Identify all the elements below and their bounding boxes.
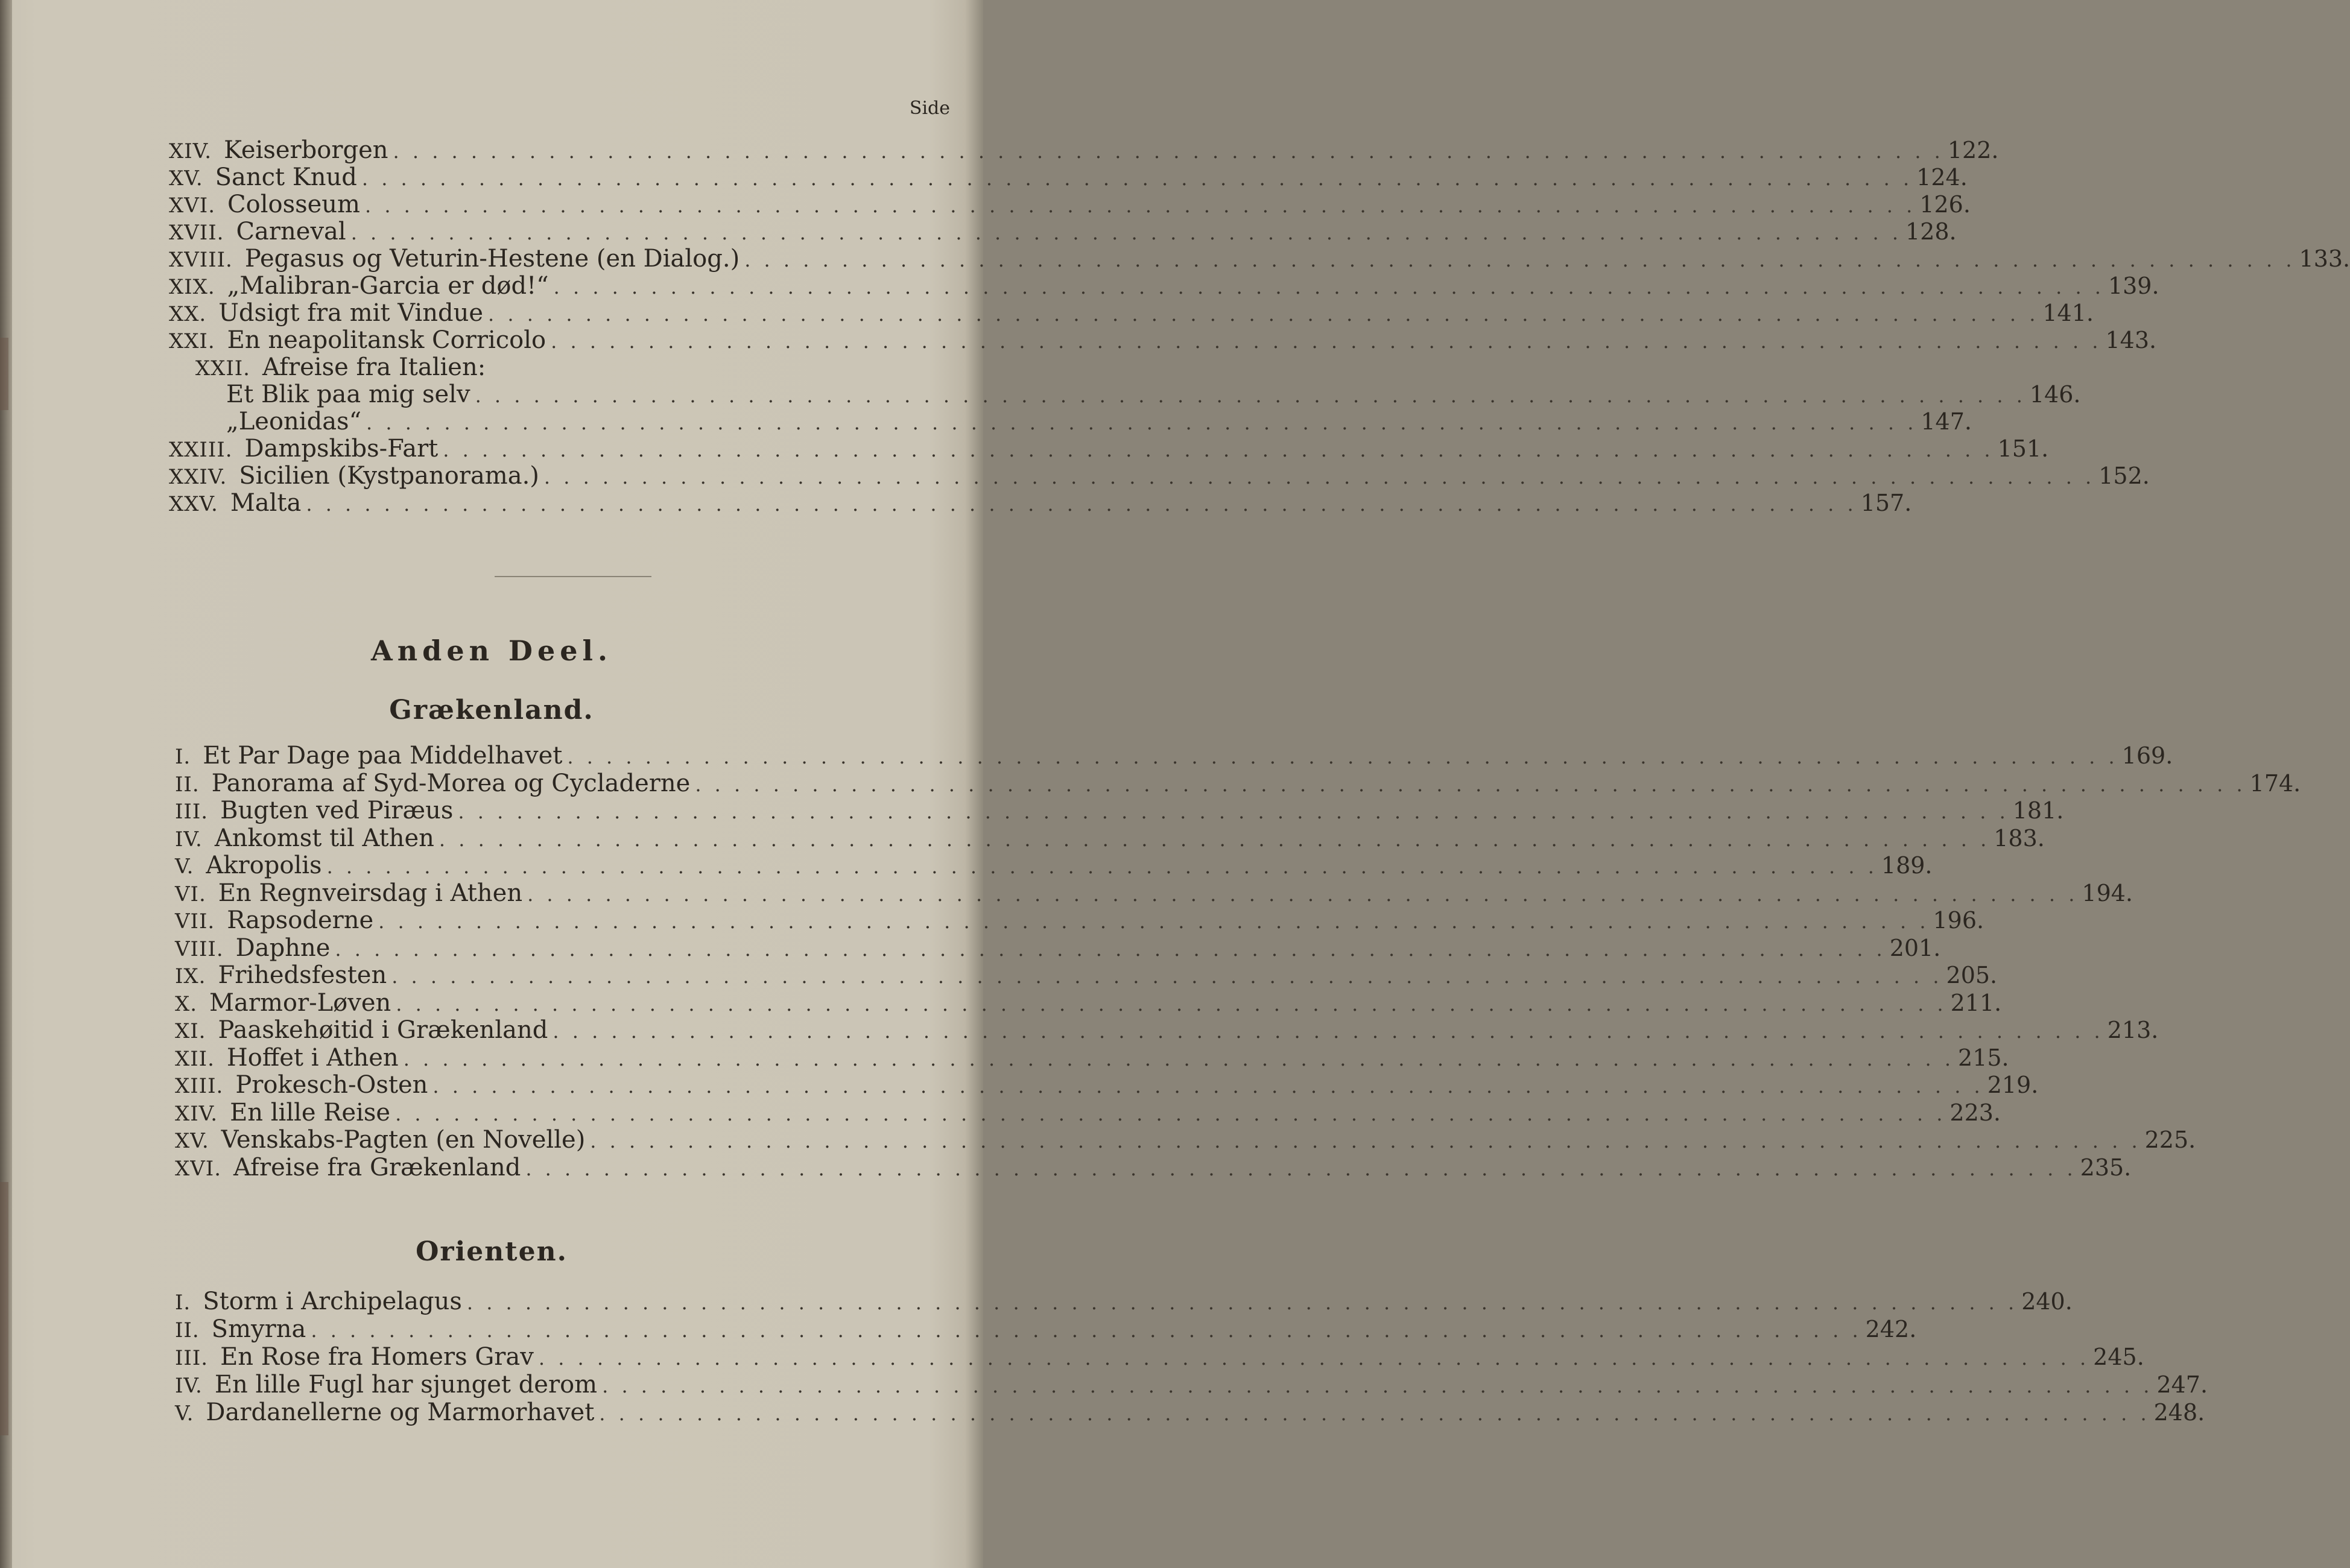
entry-page-number: 201. <box>1889 934 1941 961</box>
entry-title: Malta <box>230 489 302 517</box>
entry-number: III. <box>175 1346 209 1370</box>
entry-number: XVI. <box>175 1156 221 1181</box>
toc-entry <box>175 742 2173 771</box>
toc-entry <box>169 299 2094 328</box>
dot-leader: . . . . . . . . . . . . . . . . . . . . . . . . . . . . . . . . . . . . . . . . . . . . . . . . . . . . . . . . . . . . . . . . . . . . . . . . . . . . . . . . <box>396 992 1947 1016</box>
entry-title: En Regnveirsdag i Athen <box>218 879 523 907</box>
dot-leader: . . . . . . . . . . . . . . . . . . . . . . . . . . . . . . . . . . . . . . . . . . . . . . . . . . . . . . . . . . . . . . . . . . . . . . . . . . . . . . . . <box>590 1130 2141 1152</box>
dot-leader: . . . . . . . . . . . . . . . . . . . . . . . . . . . . . . . . . . . . . . . . . . . . . . . . . . . . . . . . . . . . . . . . . . . . . . . . . . . . . . . . <box>350 221 1902 244</box>
entry-number: X. <box>175 991 198 1016</box>
entry-number: VI. <box>175 882 206 906</box>
toc-entry <box>175 1371 2208 1400</box>
entry-title: Storm i Archipelagus <box>203 1288 462 1315</box>
entry-title: „Malibran-Garcia er død!“ <box>227 272 549 300</box>
entry-title: Frihedsfesten <box>218 961 387 989</box>
dot-leader: . . . . . . . . . . . . . . . . . . . . . . . . . . . . . . . . . . . . . . . . . . . . . . . . . . . . . . . . . . . . . . . . . . . . . . . . . . . . . . . . <box>378 910 1930 933</box>
dot-leader: . . . . . . . . . . . . . . . . . . . . . . . . . . . . . . . . . . . . . . . . . . . . . . . . . . . . . . . . . . . . . . . . . . . . . . . . . . . . . . . . <box>599 1402 2150 1425</box>
dot-leader: . . . . . . . . . . . . . . . . . . . . . . . . . . . . . . . . . . . . . . . . . . . . . . . . . . . . . . . . . . . . . . . . . . . . . . . . . . . . . . . . <box>432 1075 1984 1098</box>
entry-title: „Leonidas“ <box>226 408 362 435</box>
entry-page-number: 196. <box>1933 907 1984 934</box>
dot-leader: . . . . . . . . . . . . . . . . . . . . . . . . . . . . . . . . . . . . . . . . . . . . . . . . . . . . . . . . . . . . . . . . . . . . . . . . . . . . . . . . <box>475 384 2026 407</box>
entry-number: XVI. <box>169 194 215 218</box>
dot-leader: . . . . . . . . . . . . . . . . . . . . . . . . . . . . . . . . . . . . . . . . . . . . . . . . . . . . . . . . . . . . . . . . . . . . . . . . . . . . . . . . <box>567 745 2118 768</box>
entry-page-number: 223. <box>1949 1099 2001 1126</box>
toc-entry <box>175 1399 2205 1427</box>
entry-page-number: 242. <box>1865 1316 1917 1342</box>
dot-leader: . . . . . . . . . . . . . . . . . . . . . . . . . . . . . . . . . . . . . . . . . . . . . . . . . . . . . . . . . . . . . . . . . . . . . . . . . . . . . . . . <box>364 194 1916 217</box>
entry-title: Carneval <box>236 218 346 245</box>
entry-number: XXII. <box>195 356 250 381</box>
toc-entry <box>169 136 1999 165</box>
spine-stain <box>0 1182 8 1435</box>
entry-number: XV. <box>175 1129 209 1153</box>
toc-entry <box>169 489 1912 518</box>
toc-entry <box>175 988 2002 1018</box>
entry-number: II. <box>175 772 200 797</box>
toc-entry <box>169 435 2049 464</box>
dot-leader: . . . . . . . . . . . . . . . . . . . . . . . . . . . . . . . . . . . . . . . . . . . . . . . . . . . . . . . . . . . . . . . . . . . . . . . . . . . . . . . . <box>439 827 1991 851</box>
dot-leader: . . . . . . . . . . . . . . . . . . . . . . . . . . . . . . . . . . . . . . . . . . . . . . . . . . . . . . . . . . . . . . . . . . . . . . . . . . . . . . . . <box>744 248 2296 271</box>
entry-title: Marmor-Løven <box>209 988 391 1017</box>
entry-page-number: 225. <box>2144 1127 2196 1153</box>
entry-title: Afreise fra Grækenland <box>233 1153 521 1181</box>
entry-number: XVII. <box>169 221 224 245</box>
dot-leader: . . . . . . . . . . . . . . . . . . . . . . . . . . . . . . . . . . . . . . . . . . . . . . . . . . . . . . . . . . . . . . . . . . . . . . . . . . . . . . . . <box>553 1020 2104 1043</box>
dot-leader: . . . . . . . . . . . . . . . . . . . . . . . . . . . . . . . . . . . . . . . . . . . . . . . . . . . . . . . . . . . . . . . . . . . . . . . . . . . . . . . . <box>443 438 1994 461</box>
toc-entry <box>175 1288 2073 1317</box>
entry-number: I. <box>175 745 191 769</box>
dot-leader: . . . . . . . . . . . . . . . . . . . . . . . . . . . . . . . . . . . . . . . . . . . . . . . . . . . . . . . . . . . . . . . . . . . . . . . . . . . . . . . . <box>527 882 2079 906</box>
entry-title: Hoffet i Athen <box>226 1043 399 1072</box>
entry-page-number: 205. <box>1946 962 1998 988</box>
entry-number: I. <box>175 1291 191 1315</box>
entry-title: Pegasus og Veturin-Hestene (en Dialog.) <box>244 245 740 273</box>
entry-page-number: 194. <box>2082 879 2133 906</box>
toc-entry <box>175 961 1998 990</box>
toc-entry <box>175 1071 2039 1100</box>
entry-page-number: 174. <box>2249 770 2301 797</box>
entry-title: Sicilien (Kystpanorama.) <box>239 462 539 490</box>
dot-leader: . . . . . . . . . . . . . . . . . . . . . . . . . . . . . . . . . . . . . . . . . . . . . . . . . . . . . . . . . . . . . . . . . . . . . . . . . . . . . . . . <box>466 1291 2018 1314</box>
toc-entry <box>175 1098 2001 1128</box>
toc-entry <box>175 906 1984 935</box>
entry-number: XIV. <box>169 139 212 163</box>
entry-page-number: 215. <box>1958 1044 2009 1071</box>
entry-title: Keiserborgen <box>224 136 388 164</box>
entry-title: Afreise fra Italien: <box>262 353 486 381</box>
entry-page-number: 128. <box>1905 218 1957 245</box>
entry-number: XXIV. <box>169 465 227 489</box>
entry-page-number: 147. <box>1921 408 1972 435</box>
dot-leader: . . . . . . . . . . . . . . . . . . . . . . . . . . . . . . . . . . . . . . . . . . . . . . . . . . . . . . . . . . . . . . . . . . . . . . . . . . . . . . . . <box>458 800 2009 823</box>
entry-title: Ankomst til Athen <box>214 824 434 852</box>
toc-entry <box>169 462 2150 491</box>
entry-page-number: 151. <box>1997 435 2049 462</box>
entry-number: XVIII. <box>169 248 233 272</box>
entry-title: Panorama af Syd-Morea og Cycladerne <box>211 769 691 797</box>
entry-number: XIII. <box>175 1074 224 1098</box>
entry-page-number: 211. <box>1950 989 2002 1016</box>
entry-title: Et Blik paa mig selv <box>226 381 470 408</box>
toc-entry <box>175 1343 2144 1372</box>
toc-entry <box>169 163 1968 192</box>
entry-title: Dampskibs-Fart <box>244 435 439 463</box>
toc-entry <box>175 769 2301 798</box>
dot-leader: . . . . . . . . . . . . . . . . . . . . . . . . . . . . . . . . . . . . . . . . . . . . . . . . . . . . . . . . . . . . . . . . . . . . . . . . . . . . . . . . <box>403 1047 1955 1070</box>
entry-number: III. <box>175 800 209 824</box>
entry-page-number: 235. <box>2080 1154 2132 1181</box>
entry-page-number: 169. <box>2121 742 2173 769</box>
entry-number: VIII. <box>175 937 224 961</box>
entry-page-number: 213. <box>2107 1017 2159 1043</box>
toc-entry <box>169 191 1971 220</box>
entry-title: Daphne <box>235 934 331 962</box>
spine-stain <box>0 338 8 410</box>
toc-entry <box>175 852 1933 880</box>
entry-page-number: 189. <box>1881 852 1933 879</box>
entry-title: Colosseum <box>227 191 360 218</box>
entry-title: Rapsoderne <box>227 906 374 934</box>
toc-entry <box>169 245 2350 274</box>
dot-leader: . . . . . . . . . . . . . . . . . . . . . . . . . . . . . . . . . . . . . . . . . . . . . . . . . . . . . . . . . . . . . . . . . . . . . . . . . . . . . . . . <box>543 466 2095 488</box>
entry-title: Venskabs-Pagten (en Novelle) <box>221 1126 586 1154</box>
entry-number: XIX. <box>169 275 215 299</box>
dot-leader: . . . . . . . . . . . . . . . . . . . . . . . . . . . . . . . . . . . . . . . . . . . . . . . . . . . . . . . . . . . . . . . . . . . . . . . . . . . . . . . . <box>306 493 1857 516</box>
toc-entry <box>169 326 2157 355</box>
entry-number: XV. <box>169 166 203 191</box>
toc-entry <box>175 824 2045 853</box>
entry-page-number: 219. <box>1987 1072 2039 1098</box>
entry-title: Bugten ved Piræus <box>220 797 454 824</box>
entry-page-number: 146. <box>2029 381 2081 408</box>
entry-number: XXV. <box>169 492 218 516</box>
dot-leader: . . . . . . . . . . . . . . . . . . . . . . . . . . . . . . . . . . . . . . . . . . . . . . . . . . . . . . . . . . . . . . . . . . . . . . . . . . . . . . . . <box>311 1319 1862 1342</box>
entry-page-number: 141. <box>2042 300 2094 326</box>
part-title: Anden Deel. <box>371 634 612 667</box>
entry-page-number: 126. <box>1919 191 1971 218</box>
entry-page-number: 181. <box>2012 797 2064 824</box>
divider-rule <box>495 576 651 577</box>
toc-entry <box>175 1153 2132 1183</box>
entry-number: IX. <box>175 964 206 988</box>
entry-title: En lille Fugl har sjunget derom <box>214 1371 598 1399</box>
entry-number: IV. <box>175 827 203 852</box>
entry-page-number: 248. <box>2153 1399 2205 1426</box>
entry-number: V. <box>175 1402 194 1426</box>
entry-page-number: 152. <box>2098 463 2150 489</box>
entry-title: Paaskehøitid i Grækenland <box>218 1016 548 1044</box>
entry-title: En neapolitansk Corricolo <box>227 326 546 354</box>
toc-entry <box>175 1016 2159 1045</box>
entry-title: Prokesch-Osten <box>235 1071 428 1099</box>
section-title-greece: Grækenland. <box>389 695 594 726</box>
dot-leader: . . . . . . . . . . . . . . . . . . . . . . . . . . . . . . . . . . . . . . . . . . . . . . . . . . . . . . . . . . . . . . . . . . . . . . . . . . . . . . . . <box>525 1157 2077 1180</box>
entry-page-number: 124. <box>1916 164 1968 191</box>
dot-leader: . . . . . . . . . . . . . . . . . . . . . . . . . . . . . . . . . . . . . . . . . . . . . . . . . . . . . . . . . . . . . . . . . . . . . . . . . . . . . . . . <box>488 303 2039 326</box>
entry-page-number: 240. <box>2021 1288 2073 1315</box>
dot-leader: . . . . . . . . . . . . . . . . . . . . . . . . . . . . . . . . . . . . . . . . . . . . . . . . . . . . . . . . . . . . . . . . . . . . . . . . . . . . . . . . <box>391 965 1943 988</box>
section-title-orient: Orienten. <box>416 1236 568 1267</box>
dot-leader: . . . . . . . . . . . . . . . . . . . . . . . . . . . . . . . . . . . . . . . . . . . . . . . . . . . . . . . . . . . . . . . . . . . . . . . . . . . . . . . . <box>326 855 1878 878</box>
entry-page-number: 122. <box>1947 137 1999 163</box>
entry-number: XII. <box>175 1046 215 1071</box>
entry-title: Sanct Knud <box>215 163 357 191</box>
page-column-label: Side <box>909 98 950 119</box>
entry-title: En Rose fra Homers Grav <box>220 1343 534 1371</box>
toc-entry <box>169 381 2081 409</box>
dot-leader: . . . . . . . . . . . . . . . . . . . . . . . . . . . . . . . . . . . . . . . . . . . . . . . . . . . . . . . . . . . . . . . . . . . . . . . . . . . . . . . . <box>538 1347 2090 1370</box>
toc-entry <box>175 1043 2009 1073</box>
entry-number: XXIII. <box>169 438 233 462</box>
dot-leader: . . . . . . . . . . . . . . . . . . . . . . . . . . . . . . . . . . . . . . . . . . . . . . . . . . . . . . . . . . . . . . . . . . . . . . . . . . . . . . . . <box>695 773 2246 796</box>
entry-title: Smyrna <box>211 1315 306 1343</box>
entry-title: Udsigt fra mit Vindue <box>218 299 484 327</box>
dot-leader: . . . . . . . . . . . . . . . . . . . . . . . . . . . . . . . . . . . . . . . . . . . . . . . . . . . . . . . . . . . . . . . . . . . . . . . . . . . . . . . . <box>395 1102 1946 1125</box>
dot-leader: . . . . . . . . . . . . . . . . . . . . . . . . . . . . . . . . . . . . . . . . . . . . . . . . . . . . . . . . . . . . . . . . . . . . . . . . . . . . . . . . <box>335 937 1886 961</box>
entry-number: IV. <box>175 1374 203 1398</box>
entry-page-number: 247. <box>2156 1371 2208 1398</box>
entry-title: Akropolis <box>206 852 322 879</box>
entry-page-number: 157. <box>1860 490 1912 516</box>
entry-number: XIV. <box>175 1101 218 1126</box>
dot-leader: . . . . . . . . . . . . . . . . . . . . . . . . . . . . . . . . . . . . . . . . . . . . . . . . . . . . . . . . . . . . . . . . . . . . . . . . . . . . . . . . <box>602 1374 2153 1397</box>
entry-title: En lille Reise <box>230 1098 391 1127</box>
entry-page-number: 133. <box>2299 245 2350 272</box>
toc-entry <box>169 408 1972 437</box>
dot-leader: . . . . . . . . . . . . . . . . . . . . . . . . . . . . . . . . . . . . . . . . . . . . . . . . . . . . . . . . . . . . . . . . . . . . . . . . . . . . . . . . <box>393 140 1944 163</box>
entry-page-number: 139. <box>2108 273 2159 299</box>
entry-number: XXI. <box>169 329 215 353</box>
toc-entry <box>175 934 1941 963</box>
entry-page-number: 183. <box>1994 824 2045 852</box>
entry-title: Dardanellerne og Marmorhavet <box>206 1399 595 1426</box>
entry-number: II. <box>175 1318 200 1342</box>
entry-number: XI. <box>175 1019 206 1043</box>
toc-entry <box>175 797 2064 826</box>
entry-page-number: 245. <box>2093 1344 2144 1370</box>
entry-number: XX. <box>169 302 207 326</box>
dot-leader: . . . . . . . . . . . . . . . . . . . . . . . . . . . . . . . . . . . . . . . . . . . . . . . . . . . . . . . . . . . . . . . . . . . . . . . . . . . . . . . . <box>361 167 1913 190</box>
toc-entry <box>169 218 1957 247</box>
entry-number: V. <box>175 855 194 879</box>
entry-title: Et Par Dage paa Middelhavet <box>203 742 563 770</box>
entry-number: VII. <box>175 909 215 934</box>
toc-entry <box>175 879 2133 908</box>
toc-entry <box>175 1315 1917 1344</box>
toc-entry <box>169 272 2159 301</box>
entry-page-number: 143. <box>2105 327 2157 353</box>
dot-leader: . . . . . . . . . . . . . . . . . . . . . . . . . . . . . . . . . . . . . . . . . . . . . . . . . . . . . . . . . . . . . . . . . . . . . . . . . . . . . . . . <box>551 330 2102 353</box>
dot-leader: . . . . . . . . . . . . . . . . . . . . . . . . . . . . . . . . . . . . . . . . . . . . . . . . . . . . . . . . . . . . . . . . . . . . . . . . . . . . . . . . <box>366 411 1918 434</box>
dot-leader: . . . . . . . . . . . . . . . . . . . . . . . . . . . . . . . . . . . . . . . . . . . . . . . . . . . . . . . . . . . . . . . . . . . . . . . . . . . . . . . . <box>553 276 2105 299</box>
toc-entry <box>169 353 953 382</box>
toc-entry <box>175 1126 2196 1155</box>
